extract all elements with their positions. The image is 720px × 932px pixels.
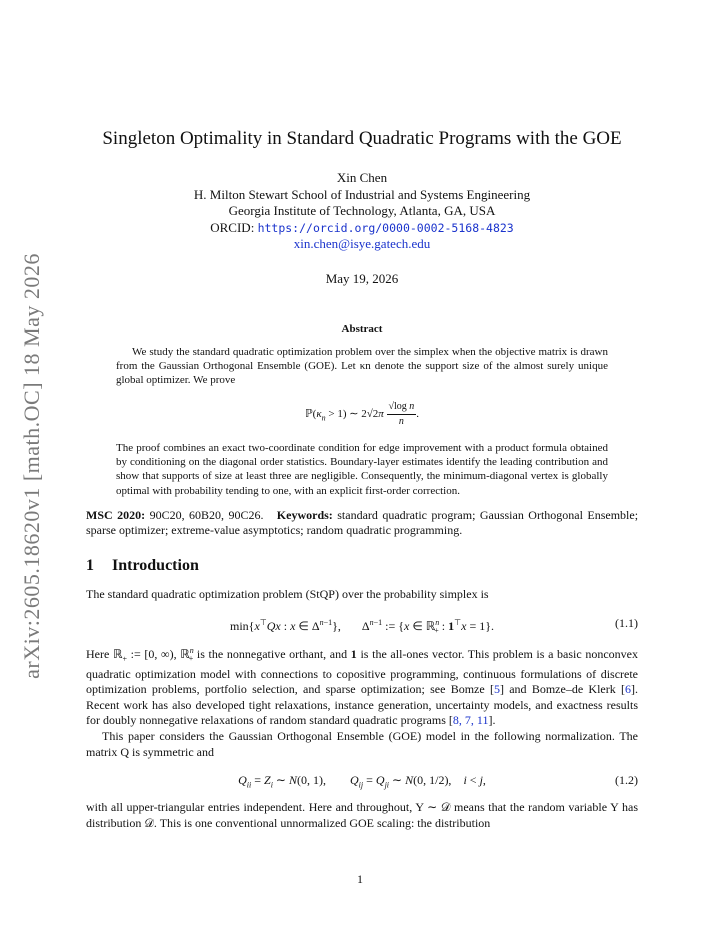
intro-paragraph-1: The standard quadratic optimization problem (StQP) over the probability simplex is (86, 586, 489, 601)
arxiv-stamp (14, 238, 50, 694)
equation-number-1-1: (1.1) (615, 615, 638, 630)
abstract-heading: Abstract (341, 322, 383, 335)
msc-codes: 90C20, 60B20, 90C26. (149, 507, 264, 522)
paper-title: Singleton Optimality in Standard Quadratic Programs with the GOE (102, 128, 622, 149)
orcid-label: ORCID: (210, 219, 255, 235)
paper-date: May 19, 2026 (325, 270, 399, 286)
equation-number-1-2: (1.2) (615, 773, 638, 788)
author-block (86, 170, 638, 253)
keywords-label: Keywords: (276, 507, 333, 522)
section-heading-introduction (86, 557, 638, 575)
introduction-body (86, 587, 638, 831)
keywords-list: standard quadratic program; Gaussian Orthogonal Ensemble; sparse optimizer; extreme-value asymptotics; random quadratic programming. (86, 507, 639, 538)
equation-1-1: min{x⊤Qx : x ∈ $\Delta^{n-1}$}, $\Delta^{n-1}$ := {x ∈ ℝ$^n_+$ : 1⊤x = 1}. (1.1) (86, 613, 638, 633)
msc-keywords (86, 508, 638, 539)
section-title: Introduction (112, 556, 199, 574)
intro-p2-part-b: is the all-ones vector. This problem is a basic nonconvex quadratic optimization model with connections to copositive programming, continuous formulations of discrete optimization problems, portfolio selection, and sparse optimization; see Bomze (86, 646, 639, 697)
equation-1-2: $Q_{ii} = Z_i$ ∼ N(0, 1), $Q_{ij} = Q_{ji}$ ∼ N(0, 1/2), i < j, (1.2) (86, 770, 638, 790)
author-email[interactable]: xin.chen@isye.gatech.edu (293, 236, 431, 252)
intro-p2-part-d: . Recent work has also developed tight relaxations, instance generation, uncertainty models, and exactness results for doubly nonnegative relaxations of random standard quadratic programs (86, 682, 638, 728)
abstract (116, 345, 608, 498)
abstract-main-result-equation: $ℙ(\kappa_n > 1)$ ∼ 2√2π $\frac{\text{√log n}}{n}$ . (304, 400, 420, 427)
citation-6[interactable]: 6 (625, 682, 631, 697)
citation-5[interactable]: 5 (493, 682, 500, 697)
section-number: 1 (86, 556, 94, 574)
intro-paragraph-3: This paper considers the Gaussian Orthogonal Ensemble (GOE) model in the following normalization. The matrix Q is symmetric and (86, 728, 638, 759)
intro-p2-part-c: and Bomze–de Klerk (509, 682, 616, 697)
author-affiliation: H. Milton Stewart School of Industrial and Systems Engineering (193, 186, 531, 202)
orcid-link[interactable]: https://orcid.org/0000-0002-5168-4823 (257, 220, 514, 235)
abstract-paragraph-2: The proof combines an exact two-coordinate condition for edge improvement with a product formula obtained by conditioning on the diagonal order statistics. Boundary-layer estimates identify the leading contribution and show that supports of size at least three are negligible. Consequently, the minimum-diagonal vertex is globally optimal with probability tending to one, with an explicit first-order correction. (116, 441, 608, 497)
page-number: 1 (357, 872, 363, 886)
paper-page (86, 128, 638, 831)
intro-paragraph-4: with all upper-triangular entries independent. Here and throughout, Y ∼ 𝒟 means that the random variable Y has distribution 𝒟. This is one conventional unnormalized GOE scaling: the distribution (86, 800, 638, 830)
author-orcid (86, 220, 638, 237)
citation-list[interactable]: 8, 7, 11 (452, 713, 489, 728)
author-name: Xin Chen (336, 170, 388, 185)
arxiv-stamp-text: arXiv:2605.18620v1 [math.OC] 18 May 2026 (19, 253, 45, 679)
msc-label: MSC 2020: (86, 507, 146, 522)
author-institution: Georgia Institute of Technology, Atlanta, GA, USA (228, 203, 496, 219)
intro-p2-part-a: is the nonnegative orthant, and (196, 646, 348, 661)
intro-paragraph-2: Here ℝ$_+$ := [0, ∞), ℝ$^n_+$ is the nonnegative orthant, and 1 is the all-ones vector. This problem is a basic nonconvex quadratic optimization model with connections to copositive programming, continuous formulations of discrete optimization problems, portfolio selection, and sparse optimization; see Bomze [5] and Bomze–de Klerk [6]. Recent work has also developed tight relaxations, instance generation, uncertainty models, and exactness results for doubly nonnegative relaxations of random standard quadratic programs [8, 7, 11]. (86, 645, 639, 728)
abstract-paragraph-1: We study the standard quadratic optimization problem over the simplex when the objective matrix is drawn from the Gaussian Orthogonal Ensemble (GOE). Let κn denote the support size of the almost surely unique global optimizer. We prove (116, 345, 608, 387)
